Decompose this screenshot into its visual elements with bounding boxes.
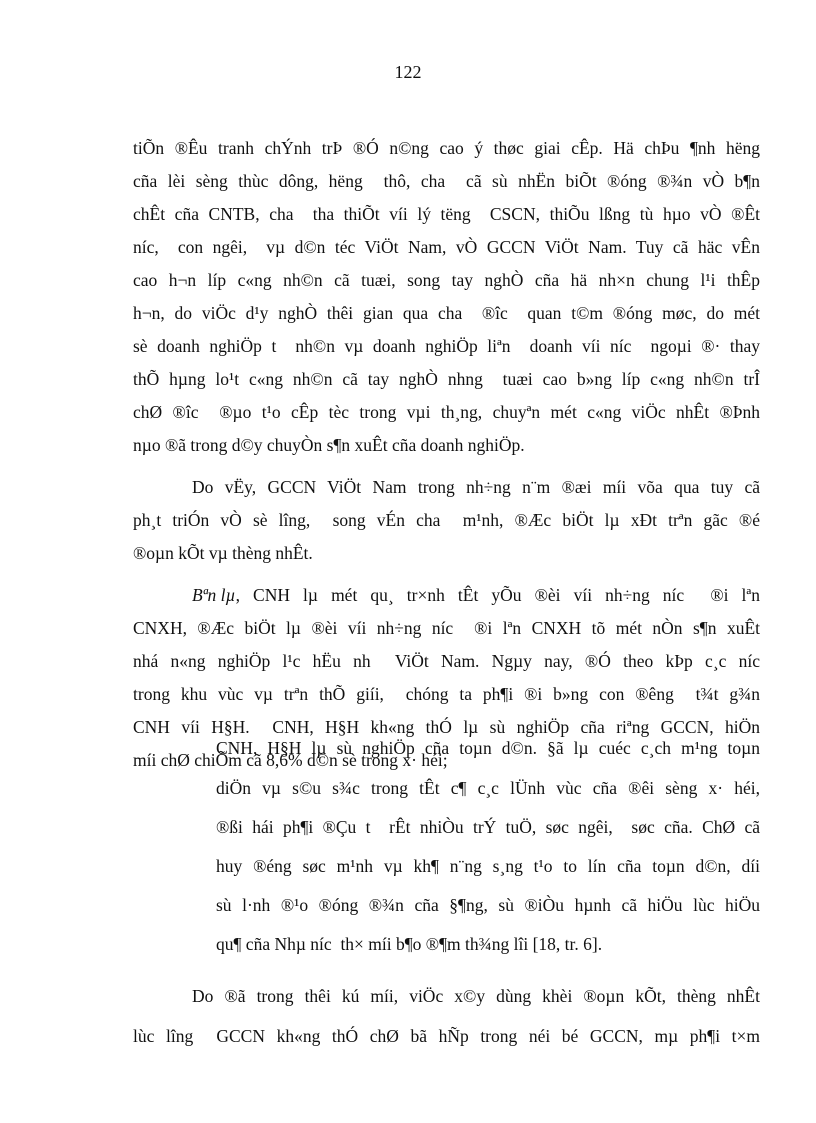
text-line: trong khu vùc vµ trªn thÕ giíi, chóng ta ph¶i ®i b»ng con ®êng t¾t g¾n [133, 684, 760, 704]
text-line: h¬n, do viÖc d¹y nghÒ thêi gian qua cha ®îc quan t©m ®óng møc, do mét [133, 303, 760, 323]
text-line: chÊt cña CNTB, cha tha thiÕt víi lý tëng CSCN, thiÕu lßng tù hµo vÒ ®Êt [133, 204, 760, 224]
text-line: tiÕn ®Êu tranh chÝnh trÞ ®Ó n©ng cao ý thøc giai cÊp. Hä chÞu ¶nh hëng [133, 138, 760, 158]
text-line: míi chØ chiÕm cã 8,6% d©n sè trong x· héi; [133, 750, 448, 770]
text-line: thÕ hµng lo¹t c«ng nh©n cã tay nghÒ nhng tuæi cao b»ng líp c«ng nh©n trÎ [133, 369, 760, 389]
text-line: nhá n«ng nghiÖp l¹c hËu nh ViÖt Nam. Ngµy nay, ®Ó theo kÞp c¸c níc [133, 651, 760, 671]
quote-line: sù l·nh ®¹o ®óng ®¾n cña §¶ng, sù ®iÒu hµnh cã hiÖu lùc hiÖu [216, 895, 760, 915]
text-line: lùc lîng GCCN kh«ng thÓ chØ bã hÑp trong néi bé GCCN, mµ ph¶i t×m [133, 1026, 760, 1046]
text-line: CNH víi H§H. CNH, H§H kh«ng thÓ lµ sù nghiÖp cña riªng GCCN, hiÖn [133, 717, 760, 737]
quote-line: qu¶ cña Nhµ níc th× míi b¶o ®¶m th¾ng lîi [18, tr. 6]. [216, 934, 603, 954]
text-line: CNXH, ®Æc biÖt lµ ®èi víi nh÷ng níc ®i lªn CNXH tõ mét nÒn s¶n xuÊt [133, 618, 760, 638]
italic-lead: Bªn lµ [192, 585, 236, 605]
text-line: nµo ®ã trong d©y chuyÒn s¶n xuÊt cña doanh nghiÖp. [133, 435, 525, 455]
quote-line: ®ßi hái ph¶i ®Çu t rÊt nhiÒu trÝ tuÖ, søc ngêi, søc cña. ChØ cã [216, 817, 760, 837]
text-line: cao h¬n líp c«ng nh©n cã tuæi, song tay nghÒ cña hä nh×n chung l¹i thÊp [133, 270, 760, 290]
text-line: Do vËy, GCCN ViÖt Nam trong nh÷ng n¨m ®æi míi võa qua tuy cã [192, 477, 760, 497]
text-line: sè doanh nghiÖp t nh©n vµ doanh nghiÖp liªn doanh víi níc ngoµi ®· thay [133, 336, 760, 356]
page-number: 122 [394, 62, 422, 82]
text-line: ®oµn kÕt vµ thèng nhÊt. [133, 543, 313, 563]
text-line: Do ®ã trong thêi kú míi, viÖc x©y dùng khèi ®oµn kÕt, thèng nhÊt [192, 986, 760, 1006]
quote-line: diÖn vµ s©u s¾c trong tÊt c¶ c¸c lÜnh vùc cña ®êi sèng x· héi, [216, 778, 760, 798]
text-line-rest: , CNH lµ mét qu¸ tr×nh tÊt yÕu ®èi víi nh÷ng níc ®i lªn [235, 585, 760, 605]
quote-line: huy ®éng søc m¹nh vµ kh¶ n¨ng s¸ng t¹o to lín cña toµn d©n, díi [216, 856, 760, 876]
text-line: níc, con ngêi, vµ d©n téc ViÖt Nam, vÒ GCCN ViÖt Nam. Tuy cã häc vÊn [133, 237, 760, 257]
text-line: cña lèi sèng thùc dông, hëng thô, cha cã sù nhËn biÕt ®óng ®¾n vÒ b¶n [133, 171, 760, 191]
text-line: ph¸t triÓn vÒ sè lîng, song vÉn cha m¹nh, ®Æc biÖt lµ xÐt trªn gãc ®é [133, 510, 760, 530]
quote-line: CNH, H§H lµ sù nghiÖp cña toµn d©n. §ã lµ cuéc c¸ch m¹ng toµn [216, 738, 760, 758]
text-line: chØ ®îc ®µo t¹o cÊp tèc trong vµi th¸ng, chuyªn mét c«ng viÖc nhÊt ®Þnh [133, 402, 760, 422]
